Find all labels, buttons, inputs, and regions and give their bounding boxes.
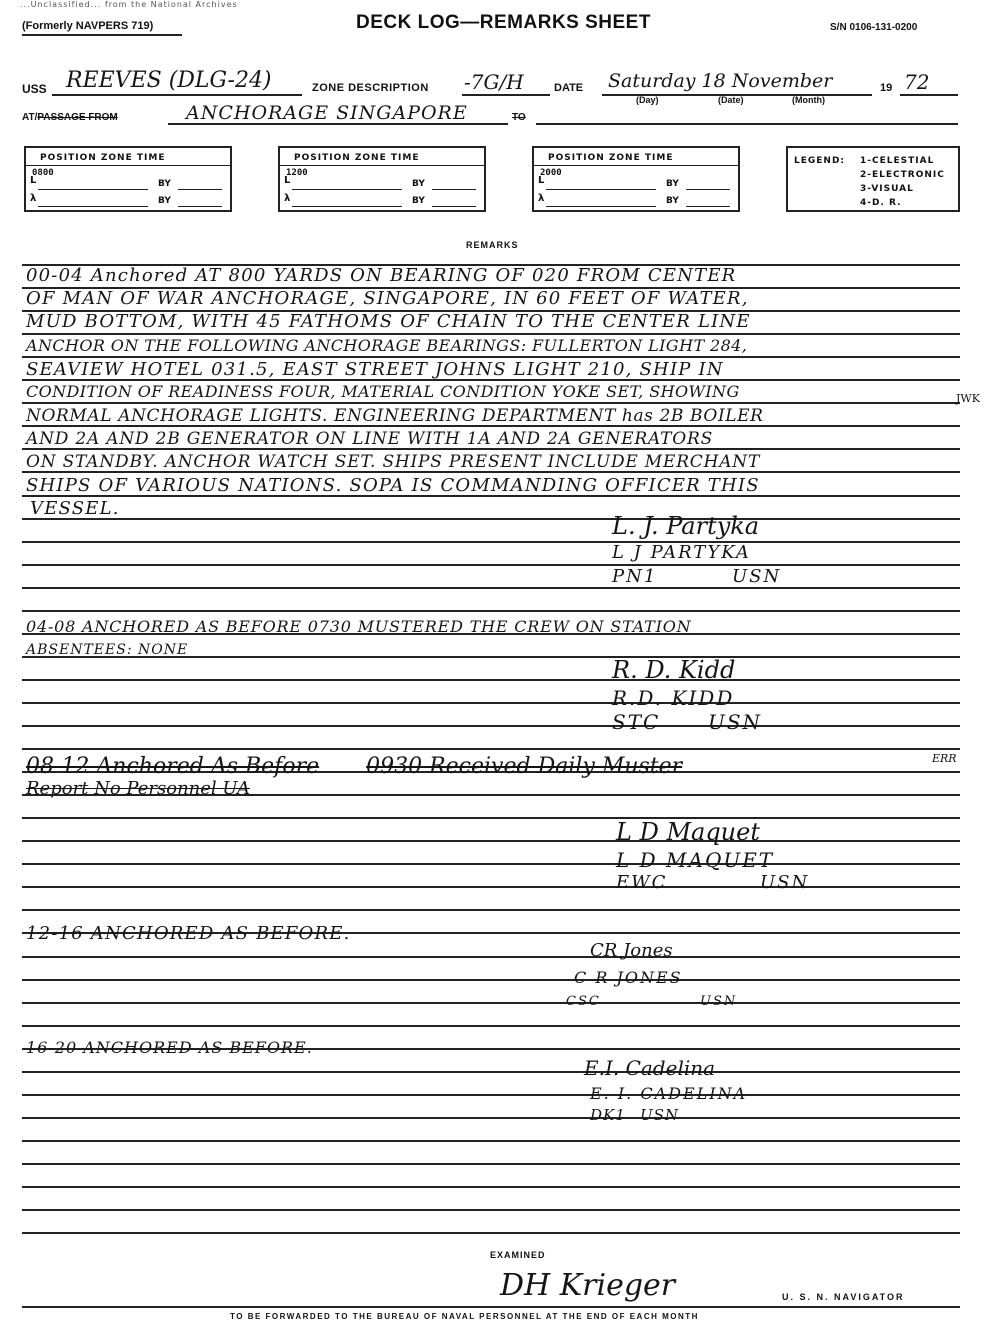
ruled-line [22, 1071, 960, 1073]
ruled-line [22, 402, 960, 404]
signer-rank: EWC [616, 872, 668, 893]
legend-item: 3-VISUAL [860, 184, 914, 194]
ruled-line [22, 1094, 960, 1096]
ruled-line [22, 817, 960, 819]
margin-initials: JWK [956, 392, 980, 405]
signature: L D Maquet [616, 818, 760, 846]
ruled-line [22, 909, 960, 911]
day-caption: (Day) [636, 95, 659, 105]
ruled-line [22, 541, 960, 543]
ruled-line [22, 840, 960, 842]
ruled-line [22, 679, 960, 681]
signer-name: L D MAQUET [616, 848, 775, 872]
date-label: DATE [554, 82, 584, 94]
position-time-1200: 1200 [286, 168, 308, 178]
signature: R. D. Kidd [612, 656, 736, 684]
signature: L. J. Partyka [612, 512, 760, 540]
margin-initials: ERR [932, 752, 957, 765]
entry-line: SHIPS OF VARIOUS NATIONS. SOPA IS COMMANDING OFFICER THIS [26, 475, 760, 496]
entry-line: ON STANDBY. ANCHOR WATCH SET. SHIPS PRESENT INCLUDE MERCHANT [26, 452, 761, 472]
footer-rule [22, 1306, 960, 1308]
zone-label: ZONE DESCRIPTION [312, 82, 429, 94]
ruled-line [22, 1117, 960, 1119]
ruled-line [22, 587, 960, 589]
signature: CR Jones [590, 940, 673, 961]
entry-line: SEAVIEW HOTEL 031.5, EAST STREET JOHNS LIGHT 210, SHIP IN [26, 359, 724, 380]
entry-line: VESSEL. [30, 498, 120, 519]
ruled-line [22, 979, 960, 981]
archive-note: ...Unclassified... from the National Archives [20, 0, 238, 9]
signer-rank: DK1 [590, 1106, 626, 1124]
ruled-line [22, 333, 960, 335]
ruled-line [22, 1209, 960, 1211]
legend-label: LEGEND: [794, 156, 846, 166]
entry-line: ANCHOR ON THE FOLLOWING ANCHORAGE BEARINGS: FULLERTON LIGHT 284, [26, 336, 748, 355]
signer-service: USN [640, 1106, 680, 1124]
signer-service: USN [732, 566, 782, 587]
header-underline [22, 34, 182, 36]
entry-line: NORMAL ANCHORAGE LIGHTS. ENGINEERING DEPARTMENT has 2B BOILER [26, 406, 764, 426]
entry-line: 00-04 Anchored AT 800 YARDS ON BEARING OF 020 FROM CENTER [26, 265, 737, 286]
position-time-2000: 2000 [540, 168, 562, 178]
examined-label: EXAMINED [490, 1250, 546, 1260]
signer-name: C R JONES [574, 968, 683, 987]
ruled-line [22, 1232, 960, 1234]
remarks-label: REMARKS [466, 240, 519, 250]
ruled-line [22, 1163, 960, 1165]
entry-line: 12-16 ANCHORED AS BEFORE. [26, 923, 351, 944]
uss-label: USS [22, 82, 47, 96]
ruled-line [22, 863, 960, 865]
ruled-line [22, 725, 960, 727]
entry-line: AND 2A AND 2B GENERATOR ON LINE WITH 1A AND 2A GENERATORS [26, 429, 714, 449]
passage-underline [168, 123, 508, 125]
ruled-line [22, 1002, 960, 1004]
legend-box [786, 146, 960, 212]
legend-item: 2-ELECTRONIC [860, 170, 945, 180]
uss-underline [52, 94, 302, 96]
entry-line: MUD BOTTOM, WITH 45 FATHOMS OF CHAIN TO THE CENTER LINE [26, 311, 751, 332]
ruled-line [22, 1140, 960, 1142]
date-caption: (Date) [718, 95, 744, 105]
to-underline [536, 123, 958, 125]
position-box-2000: POSITION ZONE TIME 2000 L BY λ BY [532, 146, 740, 212]
ruled-line [22, 886, 960, 888]
navigator-signature: DH Krieger [500, 1268, 676, 1303]
signature: E.I. Cadelina [584, 1056, 716, 1080]
zone-value: -7G/H [464, 70, 524, 94]
year-prefix: 19 [880, 82, 893, 94]
passage-value: ANCHORAGE SINGAPORE [186, 102, 468, 124]
legend-item: 4-D. R. [860, 198, 902, 208]
entry-line: 08-12 Anchored As Before 0930 Received Daily Muster [26, 754, 683, 779]
passage-label: AT/PASSAGE FROM [22, 112, 118, 123]
formerly-form-label: (Formerly NAVPERS 719) [22, 20, 154, 32]
entry-line: OF MAN OF WAR ANCHORAGE, SINGAPORE, IN 60 FEET OF WATER, [26, 288, 749, 309]
position-box-1200: POSITION ZONE TIME 1200 L BY λ BY [278, 146, 486, 212]
signer-service: USN [760, 872, 810, 893]
page-title: DECK LOG—REMARKS SHEET [356, 12, 651, 33]
passage-struck-label: PASSAGE FROM [37, 112, 118, 123]
signer-name: L J PARTYKA [612, 542, 751, 563]
uss-value: REEVES (DLG-24) [66, 68, 272, 93]
position-box-0800: POSITION ZONE TIME 0800 L BY λ BY [24, 146, 232, 212]
entry-line: 16-20 ANCHORED AS BEFORE. [26, 1038, 313, 1057]
entry-line: 04-08 ANCHORED AS BEFORE 0730 MUSTERED THE CREW ON STATION [26, 617, 692, 636]
ruled-line [22, 1025, 960, 1027]
ruled-line [22, 610, 960, 612]
signer-rank: STC [612, 710, 661, 734]
ruled-line [22, 702, 960, 704]
ruled-line [22, 564, 960, 566]
form-number: S/N 0106-131-0200 [830, 22, 918, 33]
signer-rank: PN1 [612, 566, 658, 587]
entry-line: Report No Personnel UA [26, 778, 250, 799]
signer-name: E. I. CADELINA [590, 1084, 748, 1103]
year-underline [900, 94, 958, 96]
ruled-line [22, 956, 960, 958]
ruled-line [22, 1186, 960, 1188]
entry-line: ABSENTEES: NONE [26, 642, 189, 658]
forward-note: TO BE FORWARDED TO THE BUREAU OF NAVAL PERSONNEL AT THE END OF EACH MONTH [230, 1312, 699, 1321]
ruled-line [22, 518, 960, 520]
month-caption: (Month) [792, 95, 825, 105]
ruled-line [22, 748, 960, 750]
zone-underline [462, 94, 550, 96]
position-time-0800: 0800 [32, 168, 54, 178]
year-value: 72 [904, 70, 930, 94]
date-value: Saturday 18 November [608, 70, 833, 92]
to-label: TO [512, 112, 526, 123]
ruled-line [22, 356, 960, 358]
signer-name: R.D. KIDD [612, 686, 735, 710]
signer-service: USN [708, 710, 763, 734]
signer-service: USN [700, 994, 738, 1009]
signer-rank: CSC [566, 994, 601, 1009]
navigator-title: U. S. N. NAVIGATOR [782, 1292, 905, 1302]
entry-line: CONDITION OF READINESS FOUR, MATERIAL CONDITION YOKE SET, SHOWING [26, 382, 740, 401]
legend-item: 1-CELESTIAL [860, 156, 935, 166]
